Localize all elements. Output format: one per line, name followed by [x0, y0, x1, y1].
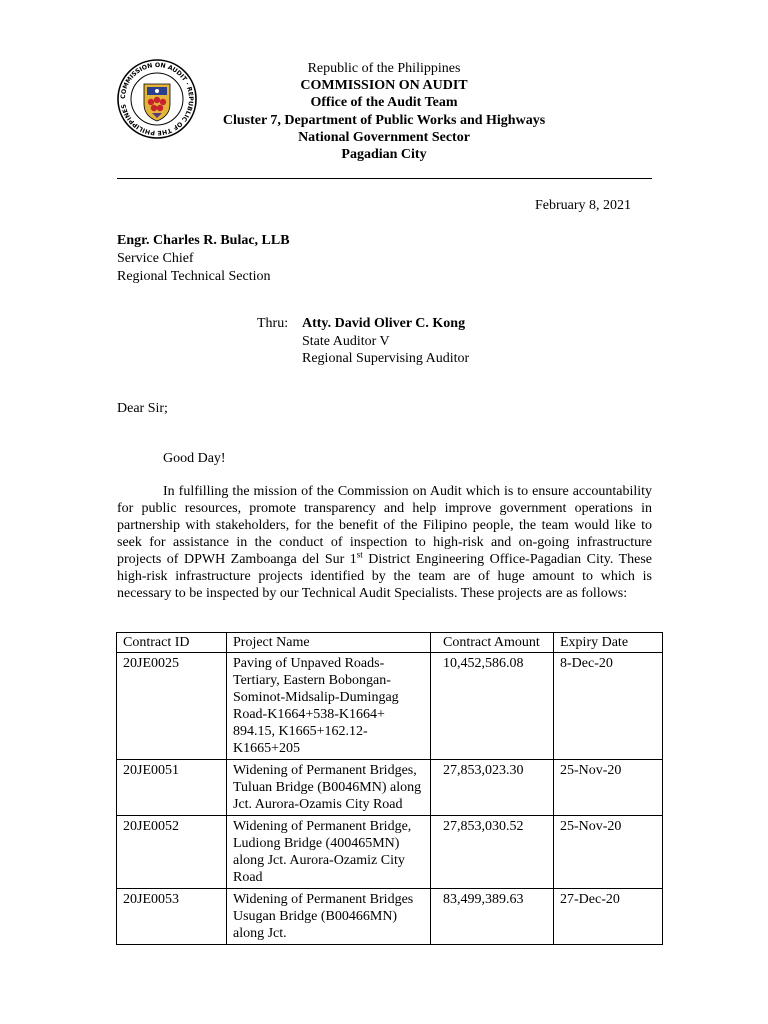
cell-project-name: Widening of Permanent Bridges Usugan Bridge (B00466MN) along Jct.	[227, 889, 431, 945]
cell-expiry-date: 25-Nov-20	[554, 760, 663, 816]
header-contract-amount: Contract Amount	[431, 633, 554, 653]
thru-name: Atty. David Oliver C. Kong	[302, 316, 466, 331]
projects-table	[116, 632, 663, 945]
seal-text: COMMISSION ON AUDIT · REPUBLIC OF THE PHILIPPINES	[119, 61, 195, 137]
cell-expiry-date: 25-Nov-20	[554, 816, 663, 889]
letterhead-city: Pagadian City	[341, 147, 427, 163]
thru-title: State Auditor V	[302, 333, 390, 349]
cell-contract-amount: 10,452,586.08	[431, 653, 554, 760]
cell-contract-amount: 83,499,389.63	[431, 889, 554, 945]
cell-contract-id: 20JE0053	[117, 889, 227, 945]
cell-contract-id: 20JE0052	[117, 816, 227, 889]
thru-block	[302, 315, 469, 368]
body-text-part2: District Engineering Office-Pagadian City. These high-risk infrastructure projects identified by the team are of huge amount to which is necessary to be inspected by our Technical Audit Specialists. These projects are as follows:	[117, 552, 652, 601]
body-superscript: st	[356, 549, 363, 560]
letterhead-republic: Republic of the Philippines	[307, 61, 461, 76]
table-row	[117, 889, 663, 945]
cell-project-name: Widening of Permanent Bridges, Tuluan Bridge (B0046MN) along Jct. Aurora-Ozamis City Road	[227, 760, 431, 816]
table-row	[117, 653, 663, 760]
recipient-block	[117, 232, 290, 286]
cell-expiry-date: 8-Dec-20	[554, 653, 663, 760]
cell-contract-amount: 27,853,030.52	[431, 816, 554, 889]
thru-office: Regional Supervising Auditor	[302, 351, 470, 366]
cell-contract-amount: 27,853,023.30	[431, 760, 554, 816]
letterhead-office: Office of the Audit Team	[310, 95, 458, 111]
letterhead-agency: COMMISSION ON AUDIT	[300, 78, 468, 94]
greeting: Good Day!	[163, 451, 226, 466]
thru-label: Thru:	[257, 316, 289, 331]
letter-date: February 8, 2021	[535, 198, 632, 213]
recipient-title: Service Chief	[117, 251, 194, 266]
cell-expiry-date: 27-Dec-20	[554, 889, 663, 945]
letterhead-sector: National Government Sector	[298, 129, 470, 145]
salutation: Dear Sir;	[117, 401, 168, 416]
header-contract-id: Contract ID	[117, 633, 227, 653]
letterhead-cluster: Cluster 7, Department of Public Works and Highways	[222, 112, 546, 128]
header-expiry-date: Expiry Date	[554, 633, 663, 653]
table-row	[117, 760, 663, 816]
recipient-name: Engr. Charles R. Bulac, LLB	[117, 233, 290, 248]
cell-contract-id: 20JE0051	[117, 760, 227, 816]
body-paragraph	[117, 483, 652, 602]
letterhead	[180, 60, 588, 163]
cell-project-name: Widening of Permanent Bridge, Ludiong Bridge (400465MN) along Jct. Aurora-Ozamiz City Road	[227, 816, 431, 889]
header-project-name: Project Name	[227, 633, 431, 653]
body-text-part1: In fulfilling the mission of the Commission on Audit which is to ensure accountability for public resources, promote transparency and help improve government operations in partnership with stakeholders, for the benefit of the Filipino people, the team would like to seek for assistance in the conduct of inspection to high-risk and on-going infrastructure projects of DPWH Zamboanga del Sur 1	[117, 484, 652, 567]
table-header-row	[117, 633, 663, 653]
header-divider	[117, 178, 652, 179]
table-row	[117, 816, 663, 889]
cell-contract-id: 20JE0025	[117, 653, 227, 760]
recipient-office: Regional Technical Section	[117, 269, 271, 284]
cell-project-name: Paving of Unpaved Roads-Tertiary, Eastern Bobongan-Sominot-Midsalip-Dumingag Road-K1664+538-K1664+ 894.15, K1665+162.12-K1665+205	[227, 653, 431, 760]
